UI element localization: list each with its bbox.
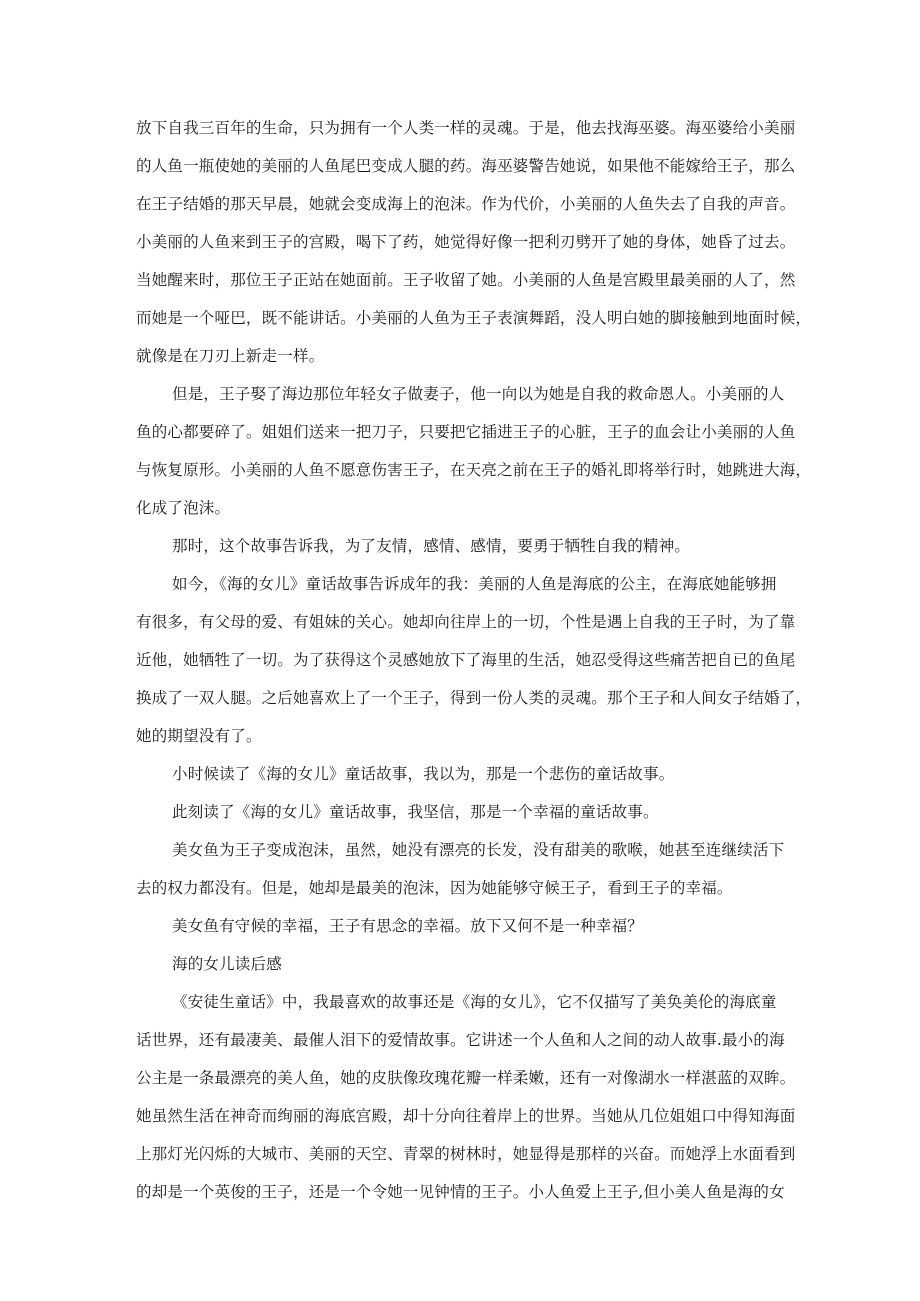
text-line: 换成了一双人腿。之后她喜欢上了一个王子，得到一份人类的灵魂。那个王子和人间女子结婚了，: [136, 689, 812, 707]
text-line: 的却是一个英俊的王子，还是一个令她一见钟情的王子。小人鱼爱上王子,但小美人鱼是海的女: [136, 1183, 785, 1201]
text-line: 放下自我三百年的生命，只为拥有一个人类一样的灵魂。于是，他去找海巫婆。海巫婆给小美丽: [136, 119, 796, 137]
text-line: 小美丽的人鱼来到王子的宫殿，喝下了药，她觉得好像一把利刃劈开了她的身体，她昏了过去。: [136, 233, 796, 251]
text-line: 她虽然生活在神奇而绚丽的海底宫殿，却十分向往着岸上的世界。当她从几位姐姐口中得知海面: [136, 1107, 796, 1125]
text-line: 《安徒生童话》中，我最喜欢的故事还是《海的女儿》，它不仅描写了美奂美伦的海底童: [172, 993, 777, 1011]
text-line: 在王子结婚的那天早晨，她就会变成海上的泡沫。作为代价，小美丽的人鱼失去了自我的声音。: [136, 195, 796, 213]
text-line: 的人鱼一瓶使她的美丽的人鱼尾巴变成人腿的药。海巫婆警告她说，如果他不能嫁给王子，那么: [136, 157, 796, 175]
text-line: 而她是一个哑巴，既不能讲话。小美丽的人鱼为王子表演舞蹈，没人明白她的脚接触到地面时候，: [136, 309, 812, 327]
text-line: 有很多，有父母的爱、有姐妹的关心。她却向往岸上的一切，个性是遇上自我的王子时，为了靠: [136, 613, 796, 631]
text-line: 那时，这个故事告诉我，为了友情，感情、感情，要勇于牺牲自我的精神。: [172, 537, 691, 555]
text-line: 近他，她牺牲了一切。为了获得这个灵感她放下了海里的生活，她忍受得这些痛苦把自已的鱼尾: [136, 651, 796, 669]
text-line: 化成了泡沫。: [136, 499, 231, 517]
text-line: 如今，《海的女儿》童话故事告诉成年的我：美丽的人鱼是海底的公主，在海底她能够拥: [172, 575, 777, 593]
text-line: 美女鱼有守候的幸福，王子有思念的幸福。放下又何不是一种幸福？: [172, 917, 644, 935]
section-heading: 海的女儿读后感: [172, 955, 282, 973]
text-line: 话世界，还有最凄美、最催人泪下的爱情故事。它讲述一个人鱼和人之间的动人故事.最小的海: [136, 1031, 785, 1049]
text-line: 美女鱼为王子变成泡沫，虽然，她没有漂亮的长发，没有甜美的歌喉，她甚至连继续活下: [172, 841, 785, 859]
text-line: 鱼的心都要碎了。姐姐们送来一把刀子，只要把它插进王子的心脏，王子的血会让小美丽的人鱼: [136, 423, 796, 441]
text-line: 与恢复原形。小美丽的人鱼不愿意伤害王子，在天亮之前在王子的婚礼即将举行时，她跳进大海，: [136, 461, 812, 479]
text-line: 但是，王子娶了海边那位年轻女子做妻子，他一向以为她是自我的救命恩人。小美丽的人: [172, 385, 785, 403]
text-line: 去的权力都没有。但是，她却是最美的泡沫，因为她能够守候王子，看到王子的幸福。: [136, 879, 733, 897]
text-line: 她的期望没有了。: [136, 727, 262, 745]
text-line: 当她醒来时，那位王子正站在她面前。王子收留了她。小美丽的人鱼是宫殿里最美丽的人了，然: [136, 271, 796, 289]
text-line: 此刻读了《海的女儿》童话故事，我坚信，那是一个幸福的童话故事。: [172, 803, 659, 821]
text-line: 小时候读了《海的女儿》童话故事，我以为，那是一个悲伤的童话故事。: [172, 765, 675, 783]
text-line: 公主是一条最漂亮的美人鱼，她的皮肤像玫瑰花瓣一样柔嫩，还有一对像湖水一样湛蓝的双眸。: [136, 1069, 796, 1087]
text-line: 就像是在刀刃上新走一样。: [136, 347, 325, 365]
text-line: 上那灯光闪烁的大城市、美丽的天空、青翠的树林时，她显得是那样的兴奋。而她浮上水面看到: [136, 1145, 796, 1163]
